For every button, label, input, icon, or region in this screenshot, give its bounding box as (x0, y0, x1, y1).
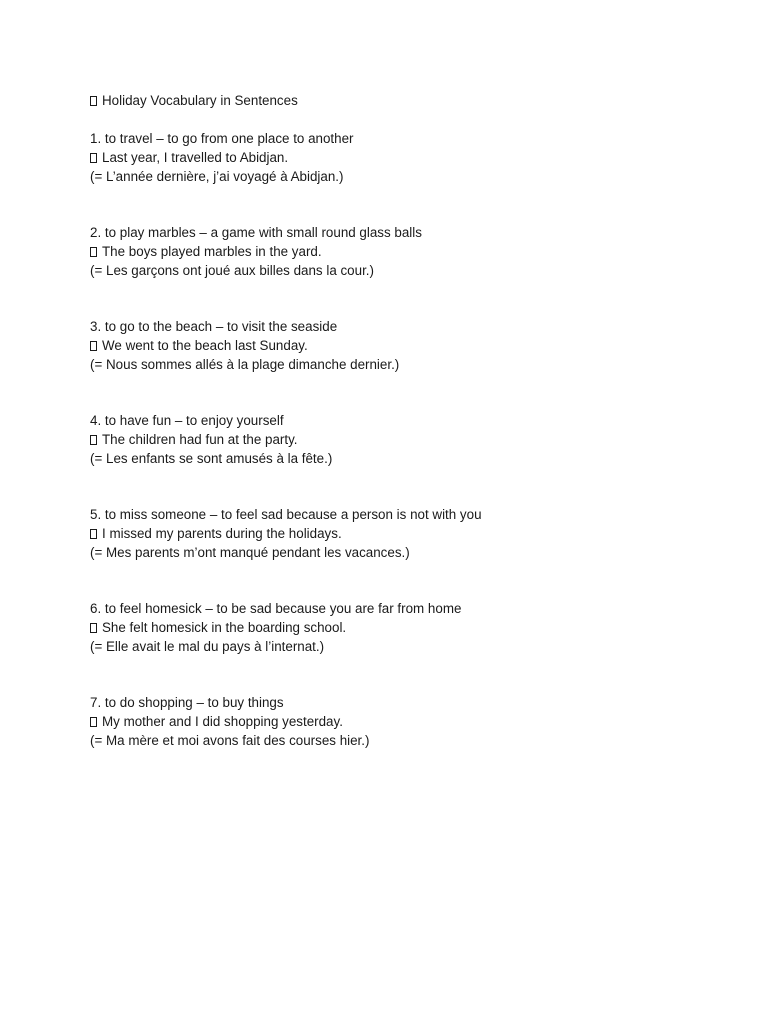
entry-term: 5. to miss someone – to feel sad because a person is not with you (90, 507, 482, 522)
missing-glyph-icon (90, 717, 97, 727)
entry-example-line (90, 618, 730, 637)
entry-example-line (90, 524, 730, 543)
vocabulary-entry (90, 505, 730, 562)
entry-example: I missed my parents during the holidays. (102, 526, 342, 541)
entry-example-line (90, 242, 730, 261)
entry-translation: (= Les enfants se sont amusés à la fête.) (90, 451, 333, 466)
missing-glyph-icon (90, 341, 97, 351)
entry-term: 7. to do shopping – to buy things (90, 695, 284, 710)
entry-example: We went to the beach last Sunday. (102, 338, 308, 353)
vocabulary-entry (90, 223, 730, 280)
vocabulary-entry (90, 599, 730, 656)
entry-translation: (= Ma mère et moi avons fait des courses hier.) (90, 733, 370, 748)
missing-glyph-icon (90, 529, 97, 539)
entry-example-line (90, 148, 730, 167)
vocabulary-entry (90, 317, 730, 374)
entry-example-line (90, 712, 730, 731)
vocabulary-entry (90, 693, 730, 750)
entry-term: 4. to have fun – to enjoy yourself (90, 413, 284, 428)
entry-example-line (90, 430, 730, 449)
missing-glyph-icon (90, 153, 97, 163)
missing-glyph-icon (90, 623, 97, 633)
entry-term: 1. to travel – to go from one place to another (90, 131, 354, 146)
entry-term: 3. to go to the beach – to visit the seaside (90, 319, 338, 334)
missing-glyph-icon (90, 435, 97, 445)
entry-term: 6. to feel homesick – to be sad because you are far from home (90, 601, 462, 616)
entry-translation: (= L’année dernière, j’ai voyagé à Abidjan.) (90, 169, 344, 184)
entry-translation: (= Nous sommes allés à la plage dimanche dernier.) (90, 357, 400, 372)
entry-term: 2. to play marbles – a game with small round glass balls (90, 225, 422, 240)
entry-translation: (= Les garçons ont joué aux billes dans la cour.) (90, 263, 374, 278)
entry-example: My mother and I did shopping yesterday. (102, 714, 343, 729)
entry-translation: (= Elle avait le mal du pays à l’internat.) (90, 639, 325, 654)
entry-example: Last year, I travelled to Abidjan. (102, 150, 289, 165)
entry-example: The boys played marbles in the yard. (102, 244, 322, 259)
vocabulary-entry (90, 411, 730, 468)
document-body (90, 91, 730, 750)
entry-example: She felt homesick in the boarding school. (102, 620, 347, 635)
document-title-line (90, 91, 730, 110)
vocabulary-entry (90, 129, 730, 186)
missing-glyph-icon (90, 247, 97, 257)
missing-glyph-icon (90, 96, 97, 106)
entry-translation: (= Mes parents m’ont manqué pendant les vacances.) (90, 545, 410, 560)
entry-example: The children had fun at the party. (102, 432, 298, 447)
document-title: Holiday Vocabulary in Sentences (102, 93, 298, 108)
entry-example-line (90, 336, 730, 355)
